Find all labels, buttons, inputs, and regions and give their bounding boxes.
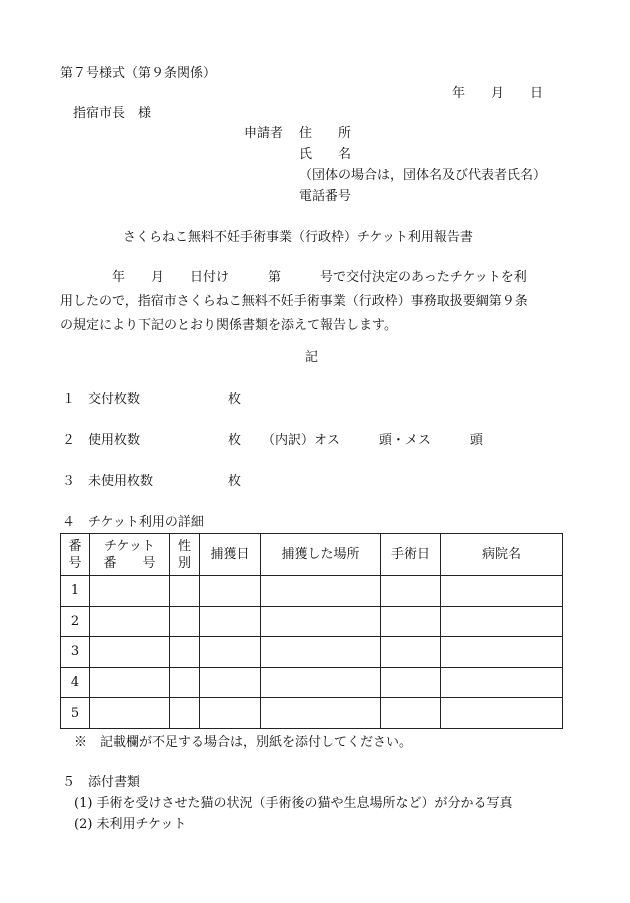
cell-capture-place[interactable] bbox=[261, 606, 381, 637]
cell-sex[interactable] bbox=[170, 576, 200, 607]
applicant-group-note: （団体の場合は，団体名及び代表者氏名） bbox=[299, 168, 547, 183]
used-breakdown: （内訳）オス 頭・メス 頭 bbox=[262, 433, 483, 448]
header-surgery-date: 手術日 bbox=[381, 534, 441, 576]
cell-hospital[interactable] bbox=[441, 606, 563, 637]
table-row bbox=[61, 667, 563, 698]
ticket-details-label: ４ チケット利用の詳細 bbox=[62, 515, 204, 530]
row-number: 5 bbox=[61, 698, 90, 729]
ticket-details-table bbox=[60, 533, 563, 729]
row-number: 4 bbox=[61, 667, 90, 698]
cell-sex[interactable] bbox=[170, 606, 200, 637]
cell-capture-place[interactable] bbox=[261, 698, 381, 729]
used-count-label: ２ 使用枚数 bbox=[62, 433, 141, 448]
cell-capture-place[interactable] bbox=[261, 637, 381, 668]
cell-sex[interactable] bbox=[170, 637, 200, 668]
header-number: 番 号 bbox=[61, 534, 90, 576]
header-capture-place: 捕獲した場所 bbox=[261, 534, 381, 576]
header-ticket-number: チケット 番 号 bbox=[90, 534, 170, 576]
cell-capture-date[interactable] bbox=[200, 637, 261, 668]
cell-capture-place[interactable] bbox=[261, 576, 381, 607]
body-line: 年 月 日付け 第 号で交付決定のあったチケットを利 bbox=[60, 270, 527, 285]
table-header-row bbox=[61, 534, 563, 576]
attachments-label: ５ 添付書類 bbox=[62, 775, 141, 790]
cell-capture-place[interactable] bbox=[261, 667, 381, 698]
row-number: 2 bbox=[61, 606, 90, 637]
cell-capture-date[interactable] bbox=[200, 698, 261, 729]
header-capture-date: 捕獲日 bbox=[200, 534, 261, 576]
table-note: ※ 記載欄が不足する場合は，別紙を添付してください。 bbox=[74, 735, 413, 750]
cell-capture-date[interactable] bbox=[200, 576, 261, 607]
header-sex: 性 別 bbox=[170, 534, 200, 576]
cell-capture-date[interactable] bbox=[200, 606, 261, 637]
form-number: 第７号様式（第９条関係） bbox=[60, 66, 217, 81]
issued-count-unit: 枚 bbox=[228, 392, 242, 407]
cell-ticket-number[interactable] bbox=[90, 637, 170, 668]
applicant-name-label: 氏 名 bbox=[299, 147, 352, 162]
cell-hospital[interactable] bbox=[441, 667, 563, 698]
cell-sex[interactable] bbox=[170, 667, 200, 698]
cell-ticket-number[interactable] bbox=[90, 606, 170, 637]
ki-heading: 記 bbox=[305, 350, 319, 365]
cell-hospital[interactable] bbox=[441, 698, 563, 729]
applicant-phone-label: 電話番号 bbox=[299, 189, 352, 204]
cell-surgery-date[interactable] bbox=[381, 576, 441, 607]
cell-surgery-date[interactable] bbox=[381, 637, 441, 668]
cell-surgery-date[interactable] bbox=[381, 698, 441, 729]
table-row bbox=[61, 637, 563, 668]
table-row bbox=[61, 576, 563, 607]
unused-count-label: ３ 未使用枚数 bbox=[62, 474, 154, 489]
table-row bbox=[61, 606, 563, 637]
applicant-address-label: 住 所 bbox=[299, 126, 352, 141]
cell-ticket-number[interactable] bbox=[90, 576, 170, 607]
document-title: さくらねこ無料不妊手術事業（行政枠）チケット利用報告書 bbox=[123, 230, 473, 245]
cell-ticket-number[interactable] bbox=[90, 698, 170, 729]
row-number: 3 bbox=[61, 637, 90, 668]
table-row bbox=[61, 698, 563, 729]
row-number: 1 bbox=[61, 576, 90, 607]
cell-hospital[interactable] bbox=[441, 576, 563, 607]
applicant-label: 申請者 bbox=[244, 126, 284, 141]
addressee: 指宿市長 様 bbox=[73, 106, 152, 121]
used-count-unit: 枚 bbox=[228, 433, 242, 448]
cell-ticket-number[interactable] bbox=[90, 667, 170, 698]
body-line: の規定により下記のとおり関係書類を添えて報告します。 bbox=[60, 318, 397, 333]
date-line: 年 月 日 bbox=[452, 86, 544, 101]
cell-surgery-date[interactable] bbox=[381, 606, 441, 637]
attachment-item-photo: (1) 手術を受けさせた猫の状況（手術後の猫や生息場所など）が分かる写真 bbox=[74, 796, 513, 811]
body-paragraph bbox=[60, 266, 575, 338]
cell-surgery-date[interactable] bbox=[381, 667, 441, 698]
cell-hospital[interactable] bbox=[441, 637, 563, 668]
header-hospital: 病院名 bbox=[441, 534, 563, 576]
attachment-item-ticket: (2) 未利用チケット bbox=[74, 817, 187, 832]
cell-sex[interactable] bbox=[170, 698, 200, 729]
body-line: 用したので，指宿市さくらねこ無料不妊手術事業（行政枠）事務取扱要綱第９条 bbox=[60, 294, 528, 309]
unused-count-unit: 枚 bbox=[228, 474, 242, 489]
cell-capture-date[interactable] bbox=[200, 667, 261, 698]
issued-count-label: １ 交付枚数 bbox=[62, 392, 141, 407]
